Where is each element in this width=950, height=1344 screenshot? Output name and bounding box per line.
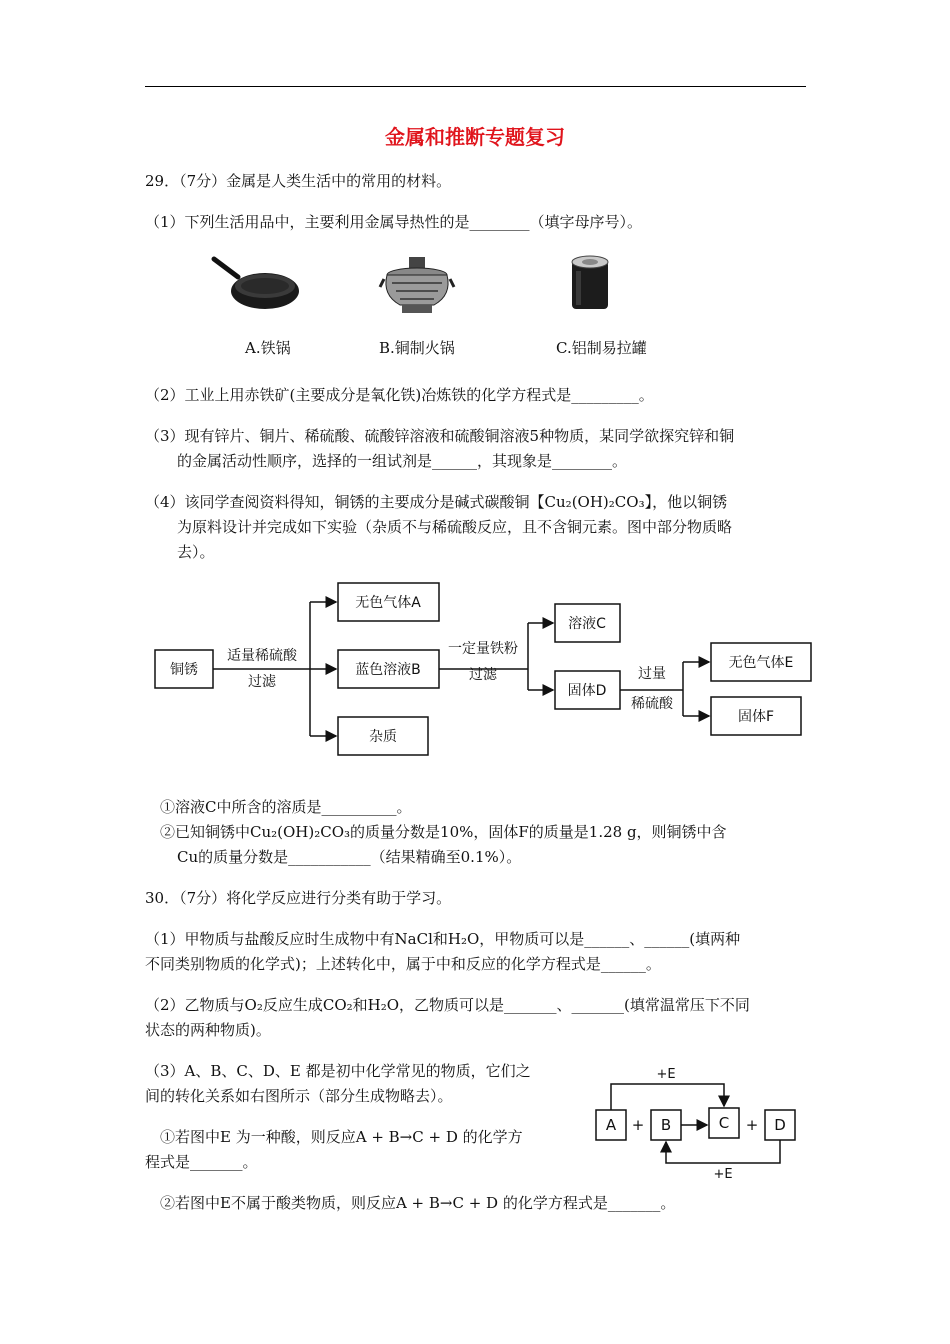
q30-intro: 30．（7分）将化学反应进行分类有助于学习。 xyxy=(145,889,452,907)
q30-sub2: ②若图中E不属于酸类物质，则反应A + B→C + D 的化学方程式是_______。 xyxy=(160,1194,676,1212)
item-label-a: A.铁锅 xyxy=(245,339,291,357)
node-b-label: B xyxy=(660,1116,672,1134)
q30-part2-line2: 状态的两种物质)。 xyxy=(145,1021,271,1039)
flow-chart xyxy=(150,580,820,765)
flow-solid-d: 固体D xyxy=(567,683,607,699)
flow-solution-c: 溶液C xyxy=(568,616,606,632)
flow-step2-top: 一定量铁粉 xyxy=(448,641,518,657)
flow-step1-bottom: 过滤 xyxy=(248,674,276,690)
q30-sub1-line2: 程式是_______。 xyxy=(145,1153,258,1171)
flow-step2-bottom: 过滤 xyxy=(469,667,497,683)
flow-gas-a: 无色气体A xyxy=(355,595,421,611)
flow-solution-b: 蓝色溶液B xyxy=(355,662,421,678)
flow-gas-e: 无色气体E xyxy=(728,655,794,671)
frying-pan-icon xyxy=(210,255,305,315)
flow-impurity: 杂质 xyxy=(369,729,397,745)
plus-sign-2: + xyxy=(745,1116,759,1134)
flow-step3-top: 过量 xyxy=(638,666,666,682)
node-a-label: A xyxy=(605,1116,617,1134)
q30-part3-line1: （3）A、B、C、D、E 都是初中化学常见的物质，它们之 xyxy=(145,1062,531,1080)
header-rule xyxy=(145,86,806,87)
flow-step1-top: 适量稀硫酸 xyxy=(227,648,297,664)
q29-sub1: ①溶液C中所含的溶质是__________。 xyxy=(160,798,412,816)
hot-pot-icon xyxy=(378,255,456,317)
q29-part4-line1: （4）该同学查阅资料得知，铜锈的主要成分是碱式碳酸铜【Cu₂(OH)₂CO₃】，他以铜锈 xyxy=(145,493,728,511)
q30-sub1-line1: ①若图中E 为一种酸，则反应A + B→C + D 的化学方 xyxy=(160,1128,523,1146)
q30-part1-line1: （1）甲物质与盐酸反应时生成物中有NaCl和H₂O，甲物质可以是______、______(填两种 xyxy=(145,930,741,948)
q29-intro: 29．（7分）金属是人类生活中的常用的材料。 xyxy=(145,172,452,190)
flow-start: 铜锈 xyxy=(170,662,198,678)
q29-part2: （2）工业上用赤铁矿(主要成分是氧化铁)冶炼铁的化学方程式是_________。 xyxy=(145,386,654,404)
flow-solid-f: 固体F xyxy=(737,709,775,725)
q29-part4-line3: 去）。 xyxy=(177,543,215,561)
q29-sub2-line1: ②已知铜锈中Cu₂(OH)₂CO₃的质量分数是10%，固体F的质量是1.28 g，则铜锈中含 xyxy=(160,823,727,841)
q29-part3-line1: （3）现有锌片、铜片、稀硫酸、硫酸锌溶液和硫酸铜溶液5种物质，某同学欲探究锌和铜 xyxy=(145,427,735,445)
page-title: 金属和推断专题复习 xyxy=(385,125,565,149)
q29-part1: （1）下列生活用品中，主要利用金属导热性的是________（填字母序号）。 xyxy=(145,213,643,231)
can-icon xyxy=(568,253,613,313)
reaction-diagram xyxy=(590,1060,805,1180)
node-d-label: D xyxy=(774,1116,786,1134)
q29-sub2-line2: Cu的质量分数是___________（结果精确至0.1%）。 xyxy=(177,848,522,866)
bottom-label: +E xyxy=(713,1167,733,1180)
plus-sign-1: + xyxy=(631,1116,645,1134)
q30-part3-line2: 间的转化关系如右图所示（部分生成物略去）。 xyxy=(145,1087,453,1105)
q29-part3-line2: 的金属活动性顺序，选择的一组试剂是______，其现象是________。 xyxy=(177,452,628,470)
top-label: +E xyxy=(656,1067,676,1082)
flow-step3-bottom: 稀硫酸 xyxy=(631,696,673,712)
node-c-label: C xyxy=(718,1114,730,1132)
q30-part1-line2: 不同类别物质的化学式)；上述转化中，属于中和反应的化学方程式是______。 xyxy=(145,955,661,973)
item-label-c: C.铝制易拉罐 xyxy=(556,339,647,357)
item-label-b: B.铜制火锅 xyxy=(379,339,455,357)
q29-part4-line2: 为原料设计并完成如下实验（杂质不与稀硫酸反应，且不含铜元素。图中部分物质略 xyxy=(177,518,733,536)
q30-part2-line1: （2）乙物质与O₂反应生成CO₂和H₂O，乙物质可以是_______、_______(填常温常压下不同 xyxy=(145,996,750,1014)
